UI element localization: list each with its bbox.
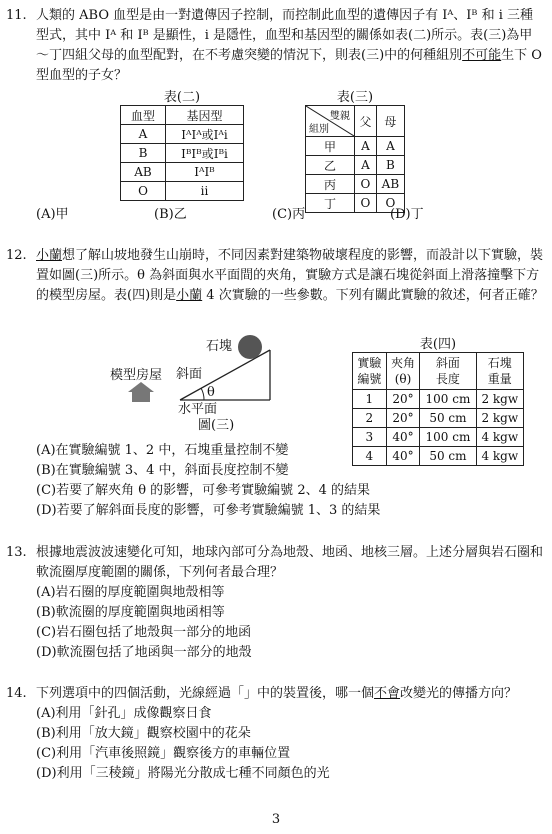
question-text: 小蘭想了解山坡地發生山崩時，不同因素對建築物破壞程度的影響，而設計以下實驗，裝置如圖(三)所示。θ 為斜面與水平面間的夾角，實驗方式是讓石塊從斜面上滑落撞擊下方的模型房屋。表(四)則是小蘭 4 次實驗的一些參數。下列有關此實驗的敘述，何者正確？ [36,248,544,303]
question-13 [6,543,544,663]
emphasis-text: 不可能 [462,48,502,63]
option-c[interactable]: (C)丙 [272,207,306,222]
option-b[interactable]: (B)乙 [154,207,187,222]
table-row: 4 40° 50 cm 4 kgw [353,447,524,466]
table-2 [120,86,244,201]
option-d[interactable]: (D)丁 [390,207,424,222]
table-row: B IᴮIᴮ或Iᴮi [121,144,244,163]
question-text: 人類的 ABO 血型是由一對遺傳因子控制，而控制此血型的遺傳因子有 Iᴬ、Iᴮ 和 i 三種型式，其中 Iᴬ 和 Iᴮ 是顯性，i 是隱性，血型和基因型的關係如表(二)所示。表(三)為甲～丁四組父母的血型配對，在不考慮突變的情況下，則表(三)中的何種組別不可能生下 O 型血型的子女？ [36,8,542,83]
table-row: 丙 O AB [306,175,405,194]
option-c[interactable]: (C)利用「汽車後照鏡」觀察後方的車輛位置 [36,746,291,761]
question-14 [6,684,544,784]
house-label: 模型房屋 [110,368,163,383]
table-row: 乙 A B [306,156,405,175]
table-row: AB IᴬIᴮ [121,163,244,182]
emphasis-text: 不會 [374,686,401,701]
table-row: A IᴬIᴬ或Iᴬi [121,125,244,144]
theta-label: θ [207,385,215,400]
question-number: 11. [6,8,27,23]
table-row: 1 20° 100 cm 2 kgw [353,390,524,409]
option-b[interactable]: (B)利用「放大鏡」觀察校園中的花朵 [36,726,251,741]
q11-options [36,203,508,222]
page-number: 3 [271,812,281,827]
q12-options [36,441,380,521]
question-text: 根據地震波波速變化可知，地球內部可分為地殼、地函、地核三層。上述分層與岩石圈和軟流圈厚度範圍的關係，下列何者最合理？ [36,545,544,580]
table-row: 3 40° 100 cm 4 kgw [353,428,524,447]
figure-3 [110,330,290,433]
option-a[interactable]: (A)岩石圈的厚度範圍與地殼相等 [36,585,225,600]
table-caption: 表(四) [419,337,457,352]
question-text: 下列選項中的四個活動，光線經過「」中的裝置後，哪一個不會改變光的傳播方向？ [36,686,518,701]
option-a[interactable]: (A)利用「針孔」成像觀察日食 [36,706,212,721]
table-3 [305,86,405,213]
q14-options [36,704,544,784]
stone-label: 石塊 [206,339,233,354]
parent-pair-table: 雙親 組別 父 母 甲 A A 乙 A B 丙 O AB 丁 O O [305,105,405,213]
option-a[interactable]: (A)在實驗編號 1、2 中，石塊重量控制不變 [36,443,289,458]
table-caption: 表(三) [336,90,374,105]
option-d[interactable]: (D)利用「三稜鏡」將陽光分散成七種不同顏色的光 [36,766,330,781]
question-12 [6,246,544,306]
option-d[interactable]: (D)軟流圈包括了地函與一部分的地殼 [36,645,252,660]
blood-type-table: 血型 基因型 A IᴬIᴬ或Iᴬi B IᴮIᴮ或Iᴮi AB IᴬIᴮ O ii [120,105,244,201]
table-row: 甲 A A [306,137,405,156]
option-b[interactable]: (B)在實驗編號 3、4 中，斜面長度控制不變 [36,463,289,478]
question-number: 13. [6,545,27,560]
option-c[interactable]: (C)岩石圈包括了地殼與一部分的地函 [36,625,252,640]
table-row: 丁 O O [306,194,405,213]
experiment-table: 實驗 編號 夾角 (θ) 斜面 長度 石塊 重量 1 20° 100 cm 2 kgw 2 20° 50 cm 2 kgw 3 40° 100 cm 4 kgw 4 40° 50 cm 4 kgw [352,352,524,466]
table-caption: 表(二) [163,90,201,105]
question-11 [6,6,544,86]
option-b[interactable]: (B)軟流圈的厚度範圍與地函相等 [36,605,225,620]
q13-options [36,583,544,663]
table-corner: 雙親 組別 [306,106,355,137]
option-c[interactable]: (C)若要了解夾角 θ 的影響，可參考實驗編號 2、4 的結果 [36,483,370,498]
option-a[interactable]: (A)甲 [36,207,69,222]
question-number: 14. [6,686,27,701]
table-row: 2 20° 50 cm 2 kgw [353,409,524,428]
ground-label: 水平面 [178,402,218,417]
option-d[interactable]: (D)若要了解斜面長度的影響，可參考實驗編號 1、3 的結果 [36,503,381,518]
table-row: O ii [121,182,244,201]
figure-caption: 圖(三) [198,418,235,433]
question-number: 12. [6,248,27,263]
slope-label: 斜面 [176,367,203,382]
